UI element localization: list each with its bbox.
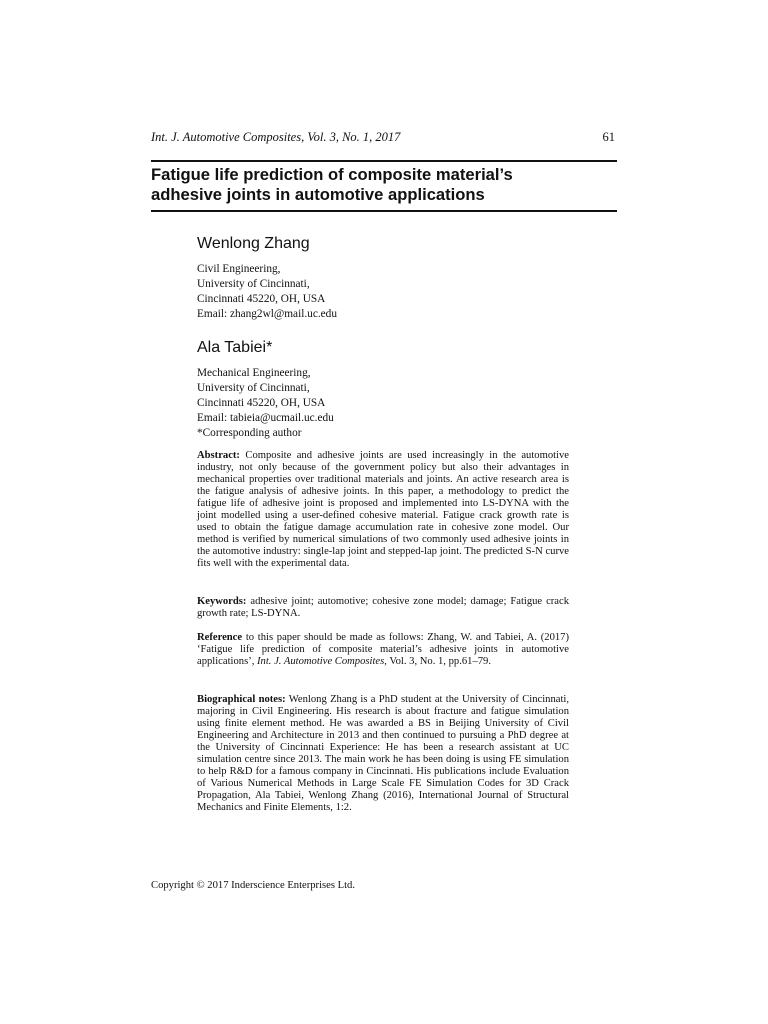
copyright-notice: Copyright © 2017 Inderscience Enterprises Ltd. [151,880,355,891]
reference [197,632,569,668]
keywords-text: adhesive joint; automotive; cohesive zone model; damage; Fatigue crack growth rate; LS-DYNA. [197,596,570,619]
author-name: Wenlong Zhang [197,235,310,252]
author-department: Mechanical Engineering, [197,367,311,379]
author-university: University of Cincinnati, [197,278,310,290]
author-address: Cincinnati 45220, OH, USA [197,397,326,409]
bio-label: Biographical notes: [197,694,286,705]
title-rule-bottom [151,210,617,212]
author-department: Civil Engineering, [197,263,281,275]
author-name: Ala Tabiei* [197,339,273,356]
author-block-2 [197,338,334,441]
author-email: Email: zhang2wl@mail.uc.edu [197,308,337,320]
title-rule-top [151,160,617,162]
page-number: 61 [602,130,615,144]
reference-journal: Int. J. Automotive Composites [257,656,385,667]
journal-citation: Int. J. Automotive Composites, Vol. 3, No. 1, 2017 [151,130,401,144]
author-address: Cincinnati 45220, OH, USA [197,293,326,305]
keywords-label: Keywords: [197,596,247,607]
paper-title [151,165,617,205]
reference-label: Reference [197,632,243,643]
bio-text: Wenlong Zhang is a PhD student at the University of Cincinnati, majoring in Civil Engineering. His research is about fracture and fatigue simulation using finite element method. He was awarded a BS in Beijing University of Civil Engineering and Architecture in 2013 and then continued to pursuing a PhD degree at the University of Cincinnati Experience: He has been a research assistant at UC simulation centre since 2013. The main work he has been doing is using FE simulation to help R&D for a famous company in Cincinnati. His publications include Evaluation of Various Numerical Methods in Large Scale FE Simulation Codes for 3D Crack Propagation, Ala Tabiei, Wenlong Zhang (2016), International Journal of Structural Mechanics and Finite Elements, 1:2. [197,694,569,813]
abstract-label: Abstract: [197,450,240,461]
running-header [151,130,617,146]
author-email: Email: tabieia@ucmail.uc.edu [197,412,334,424]
reference-volume: , Vol. 3, No. 1, pp.61–79. [384,656,491,667]
keywords [197,596,569,620]
paper-title-line-2: adhesive joints in automotive applications [151,185,485,204]
abstract-text: Composite and adhesive joints are used increasingly in the automotive industry, not only because of the government policy but also their advantages in mechanical properties over traditional materials and joints. An active research area is the fatigue analysis of adhesive joints. In this paper, a methodology to predict the fatigue life of adhesive joint is proposed and implemented into LS-DYNA with the joint modelled using a user-defined cohesive material. Fatigue crack growth rate is used to obtain the fatigue damage accumulation rate in cohesive zone model. Our method is verified by numerical simulations of two commonly used adhesive joints in the automotive industry: single-lap joint and stepped-lap joint. The predicted S-N curve fits well with the experimental data. [197,450,569,569]
author-university: University of Cincinnati, [197,382,310,394]
paper-title-line-1: Fatigue life prediction of composite material’s [151,165,513,184]
biographical-notes [197,694,569,814]
reference-text: to this paper should be made as follows: Zhang, W. and Tabiei, A. (2017) ‘Fatigue life prediction of composite material’s adhesive joints in automotive applications’, [197,632,570,667]
abstract [197,450,569,570]
author-block-1 [197,234,337,322]
corresponding-author-note: *Corresponding author [197,427,302,439]
